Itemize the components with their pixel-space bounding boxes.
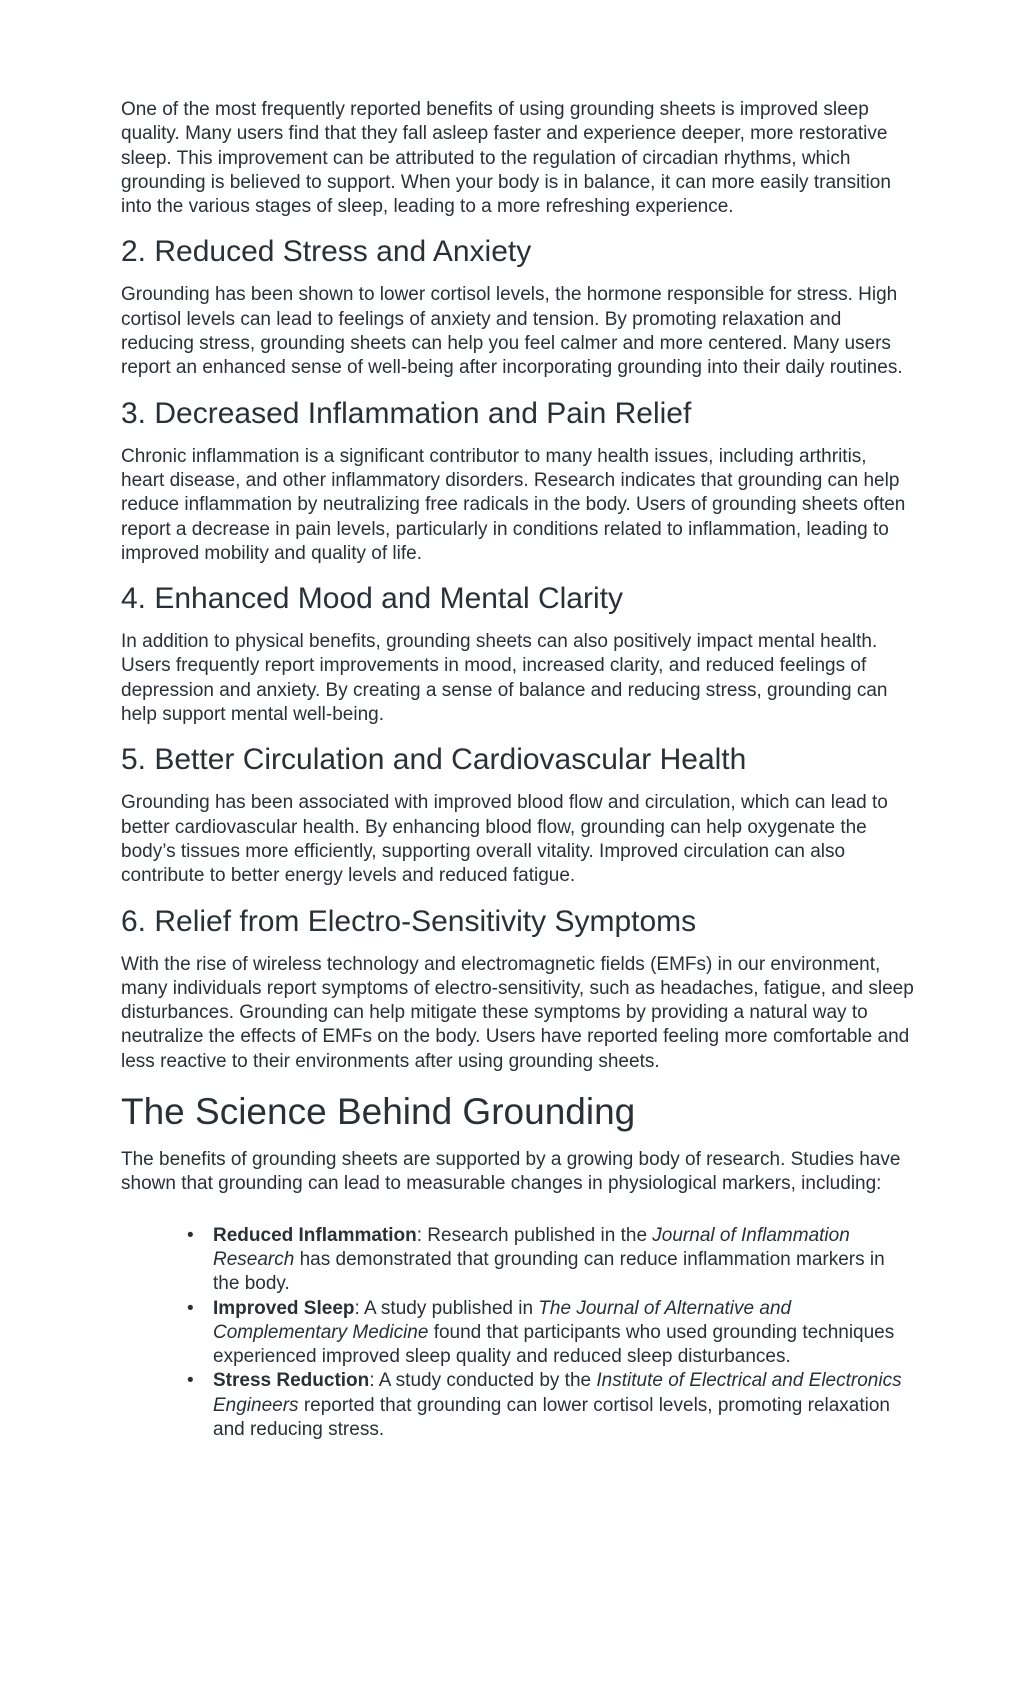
list-item-text: has demonstrated that grounding can reduce inflammation markers in the body. (213, 1248, 885, 1295)
section-body-enhanced-mood: In addition to physical benefits, grounding sheets can also positively impact mental health. Users frequently report improvements in mood, increased clarity, and reduced feelings of depression and anxiety. By creating a sense of balance and reducing stress, grounding can help support mental well-being. (121, 631, 888, 726)
section-heading-electro-sensitivity: 6. Relief from Electro-Sensitivity Symptoms (121, 904, 697, 938)
section-heading-reduced-stress: 2. Reduced Stress and Anxiety (121, 235, 532, 269)
bullet-icon: • (187, 1297, 194, 1319)
list-item (187, 1369, 914, 1442)
list-item-text: : A study published in (354, 1297, 539, 1319)
list-item-source: Institute of Electrical and Electronics Engineers (213, 1370, 902, 1416)
bullet-icon: • (187, 1370, 194, 1392)
intro-paragraph: One of the most frequently reported benefits of using grounding sheets is improved sleep quality. Many users find that they fall asleep faster and experience deeper, more restorative sleep. This improvement can be attributed to the regulation of circadian rhythms, which grounding is believed to support. When your body is in balance, it can more easily transition into the various stages of sleep, leading to a more refreshing experience. (121, 99, 891, 218)
list-item-source: The Journal of Alternative and Complementary Medicine (213, 1297, 792, 1343)
list-item-text: : Research published in the (416, 1224, 653, 1246)
list-item-term: Improved Sleep (213, 1297, 355, 1319)
bullet-icon: • (187, 1224, 194, 1246)
list-item (187, 1224, 914, 1297)
list-item (187, 1297, 914, 1370)
list-item-text: reported that grounding can lower cortisol levels, promoting relaxation and reducing stress. (213, 1394, 890, 1440)
section-heading-better-circulation: 5. Better Circulation and Cardiovascular Health (121, 743, 747, 777)
science-heading: The Science Behind Grounding (121, 1091, 636, 1133)
list-item-text: found that participants who used grounding techniques experienced improved sleep quality and reduced sleep disturbances. (213, 1321, 895, 1368)
research-list (121, 1224, 914, 1443)
science-intro: The benefits of grounding sheets are supported by a growing body of research. Studies have shown that grounding can lead to measurable changes in physiological markers, including: (121, 1149, 901, 1195)
list-item-text: : A study conducted by the (369, 1370, 597, 1392)
section-heading-decreased-inflammation: 3. Decreased Inflammation and Pain Relief (121, 396, 692, 430)
section-body-reduced-stress: Grounding has been shown to lower cortisol levels, the hormone responsible for stress. High cortisol levels can lead to feelings of anxiety and tension. By promoting relaxation and reducing stress, grounding sheets can help you feel calmer and more centered. Many users report an enhanced sense of well-being after incorporating grounding into their daily routines. (121, 284, 903, 379)
section-body-better-circulation: Grounding has been associated with improved blood flow and circulation, which can lead to better cardiovascular health. By enhancing blood flow, grounding can help oxygenate the body’s tissues more efficiently, supporting overall vitality. Improved circulation can also contribute to better energy levels and reduced fatigue. (121, 792, 888, 887)
list-item-term: Stress Reduction (213, 1370, 370, 1392)
section-body-decreased-inflammation: Chronic inflammation is a significant contributor to many health issues, including arthritis, heart disease, and other inflammatory disorders. Research indicates that grounding can help reduce inflammation by neutralizing free radicals in the body. Users of grounding sheets often report a decrease in pain levels, particularly in conditions related to inflammation, leading to improved mobility and quality of life. (121, 445, 906, 564)
list-item-source: Journal of Inflammation Research (213, 1224, 850, 1270)
section-heading-enhanced-mood: 4. Enhanced Mood and Mental Clarity (121, 582, 623, 616)
section-body-electro-sensitivity: With the rise of wireless technology and electromagnetic fields (EMFs) in our environment, many individuals report symptoms of electro-sensitivity, such as headaches, fatigue, and sleep disturbances. Grounding can help mitigate these symptoms by providing a natural way to neutralize the effects of EMFs on the body. Users have reported feeling more comfortable and less reactive to their environments after using grounding sheets. (121, 953, 914, 1072)
list-item-term: Reduced Inflammation (213, 1224, 417, 1246)
